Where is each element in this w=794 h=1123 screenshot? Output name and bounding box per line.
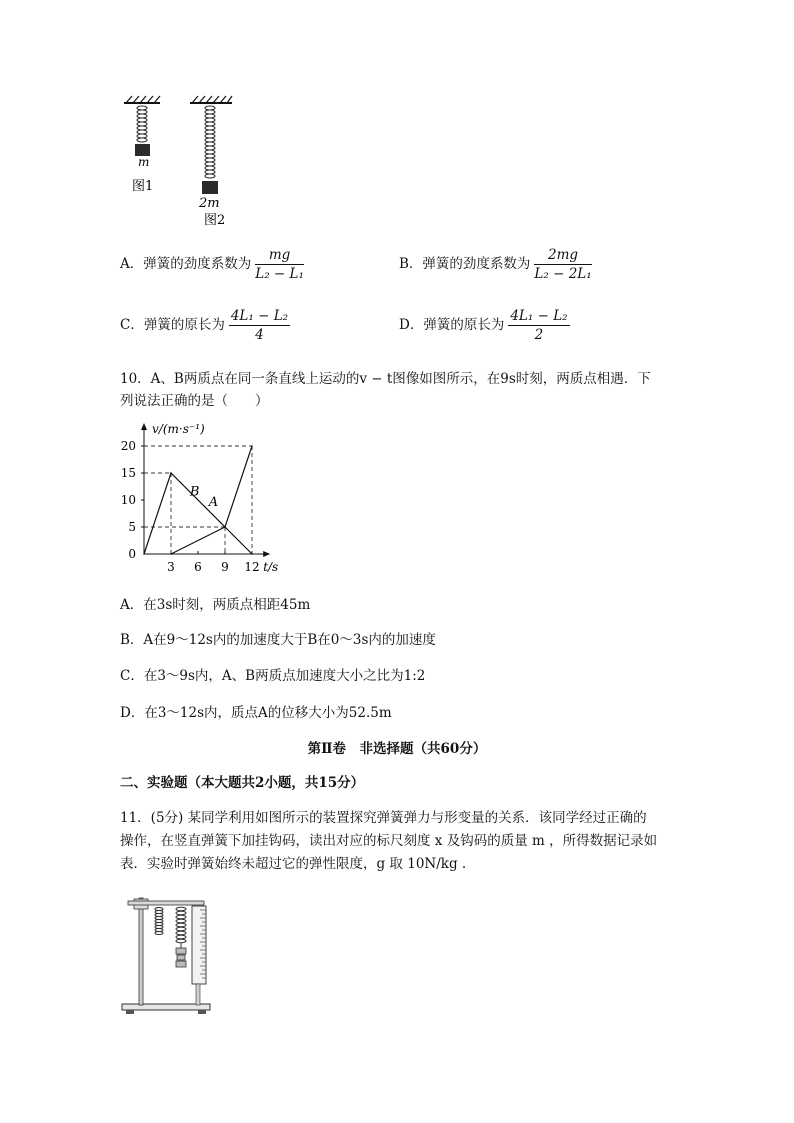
y-axis-label: v/(m·s⁻¹) bbox=[152, 422, 205, 436]
x-tick-label: 9 bbox=[221, 560, 229, 574]
data-point-b bbox=[143, 553, 145, 555]
q9-option-c-fraction bbox=[229, 308, 290, 343]
q9-option-a bbox=[120, 247, 304, 282]
q9-option-b-text: B．弹簧的劲度系数为 bbox=[399, 256, 531, 272]
spring-figures bbox=[110, 94, 250, 230]
q9-option-d bbox=[399, 308, 570, 343]
y-tick-label: 20 bbox=[120, 439, 136, 453]
fraction-denominator: 2 bbox=[534, 327, 544, 343]
fraction-numerator: mg bbox=[255, 247, 304, 265]
spring-apparatus-figure bbox=[120, 892, 220, 1018]
fig1-caption: 图1 bbox=[132, 179, 154, 194]
q10-option-b: B．A在9～12s内的加速度大于B在0～3s内的加速度 bbox=[120, 632, 436, 648]
x-tick-label: 3 bbox=[167, 560, 175, 574]
q10-stem-line1: 10．A、B两质点在同一条直线上运动的v − t图像如图所示，在9s时刻，两质点相遇．下 bbox=[120, 371, 651, 387]
q9-option-b bbox=[399, 247, 592, 282]
data-point-b bbox=[170, 472, 172, 474]
data-point-b bbox=[251, 553, 253, 555]
fig2-caption: 图2 bbox=[204, 213, 226, 228]
q9-option-a-fraction bbox=[255, 247, 304, 282]
section-title: 二、实验题（本大题共2小题，共15分） bbox=[120, 775, 365, 791]
q9-option-c-text: C．弹簧的原长为 bbox=[120, 317, 225, 333]
mass-block-2 bbox=[202, 181, 218, 194]
fraction-denominator: 4 bbox=[255, 327, 264, 343]
fig2-mass-label: 2m bbox=[199, 196, 220, 211]
x-tick-label: 12 bbox=[244, 560, 260, 574]
q10-option-d: D．在3～12s内，质点A的位移大小为52.5m bbox=[120, 705, 392, 721]
q9-option-c bbox=[120, 308, 290, 343]
q9-option-d-fraction bbox=[508, 308, 569, 343]
fraction-denominator: L₂ − L₁ bbox=[255, 266, 304, 282]
fraction-numerator: 4L₁ − L₂ bbox=[230, 308, 289, 324]
q10-stem-line2: 列说法正确的是（ ） bbox=[120, 393, 269, 409]
part-title: 第Ⅱ卷 非选择题（共60分） bbox=[307, 741, 487, 757]
fig1-mass-label: m bbox=[138, 155, 150, 169]
series-label-a: A bbox=[208, 495, 219, 510]
q11-line1: 11．(5分) 某同学利用如图所示的装置探究弹簧弹力与形变量的关系．该同学经过正确的 bbox=[120, 810, 647, 826]
data-point-a bbox=[170, 553, 172, 555]
y-tick-label: 5 bbox=[128, 520, 136, 534]
y-tick-label: 15 bbox=[120, 466, 136, 480]
fraction-numerator: 2mg bbox=[534, 247, 591, 265]
q10-option-c: C．在3～9s内，A、B两质点加速度大小之比为1:2 bbox=[120, 668, 426, 684]
q9-option-b-fraction bbox=[534, 247, 591, 282]
q11-line3: 表．实验时弹簧始终未超过它的弹性限度，g 取 10N/kg . bbox=[120, 856, 467, 872]
q9-option-d-text: D．弹簧的原长为 bbox=[399, 317, 505, 333]
series-label-b: B bbox=[189, 484, 200, 500]
vt-chart bbox=[118, 418, 343, 580]
q9-option-a-text: A．弹簧的劲度系数为 bbox=[120, 256, 252, 272]
q10-option-a: A．在3s时刻，两质点相距45m bbox=[120, 597, 311, 613]
data-point-a bbox=[251, 445, 253, 447]
fraction-numerator: 4L₁ − L₂ bbox=[510, 308, 568, 324]
q11-line2: 操作，在竖直弹簧下加挂钩码，读出对应的标尺刻度 x 及钩码的质量 m ，所得数据记录如 bbox=[120, 833, 658, 849]
y-tick-label: 0 bbox=[128, 547, 136, 561]
fraction-denominator: L₂ − 2L₁ bbox=[534, 266, 592, 282]
y-tick-label: 10 bbox=[120, 493, 136, 507]
x-axis-label: t/s bbox=[263, 560, 279, 574]
x-tick-label: 6 bbox=[194, 560, 202, 574]
